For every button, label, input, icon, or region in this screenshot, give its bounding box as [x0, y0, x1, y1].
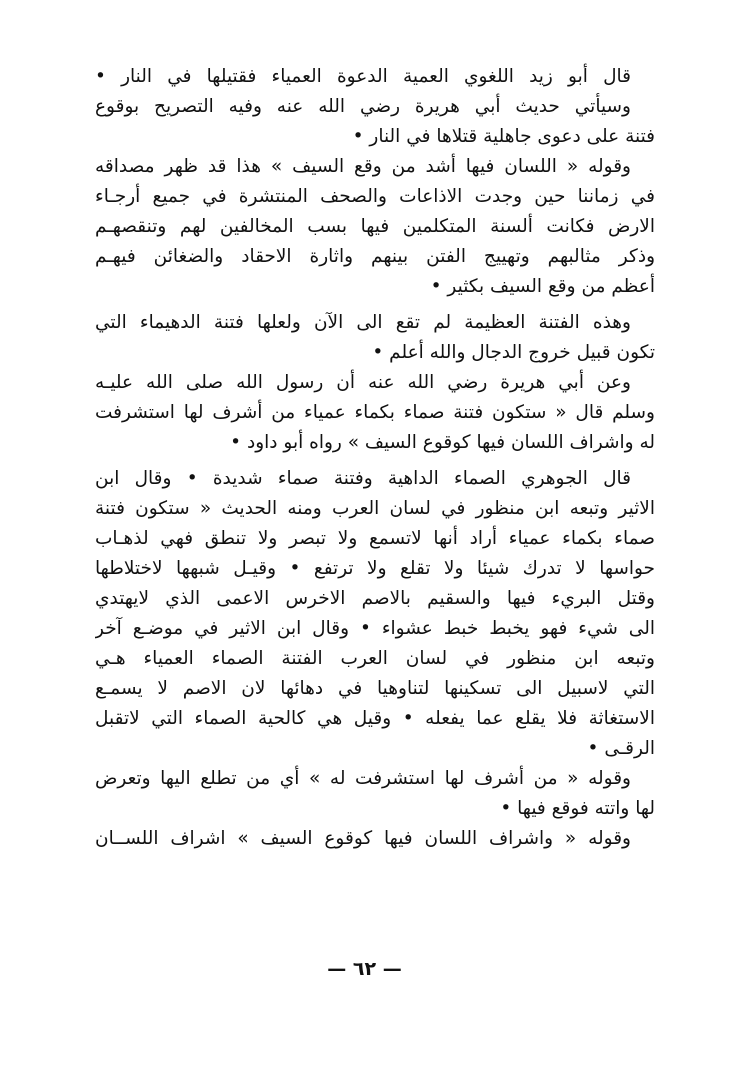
- text-line: تكون قبيل خروج الدجال والله أعلم •: [372, 342, 655, 363]
- text-line: قال أبو زيد اللغوي العمية الدعوة العمياء فقتيلها في النار •: [95, 66, 631, 87]
- text-line: وقوله « من أشرف لها استشرفت له » أي من تطلع اليها وتعرض: [95, 768, 631, 789]
- text-line: له واشراف اللسان فيها كوقوع السيف » رواه أبو داود •: [230, 432, 655, 453]
- text-line: صماء بكماء عمياء أراد أنها لاتسمع ولا تبصر ولا تنطق فهي لذهـاب: [95, 528, 655, 549]
- text-line: حواسها لا تدرك شيئا ولا تقلع ولا ترتفع • وقيـل شبهها لاختلاطها: [95, 558, 655, 579]
- text-line: في زماننا حين وجدت الاذاعات والصحف المنتشرة في جميع أرجـاء: [95, 186, 655, 207]
- text-line: وتبعه ابن منظور في لسان العرب الفتنة الصماء العمياء هـي: [95, 648, 655, 669]
- page-number: — ٦٢ —: [327, 958, 402, 980]
- text-line: وقوله « واشراف اللسان فيها كوقوع السيف » اشراف اللســان: [95, 828, 631, 849]
- page-body: [95, 62, 655, 854]
- text-line: الرقـى •: [587, 738, 655, 759]
- text-line: وقتل البريء فيها والسقيم بالاصم الاخرس الاعمى الذي لايهتدي: [95, 588, 655, 609]
- text-line: التي لاسبيل الى تسكينها لتناوهيا في دهائها لان الاصم لا يسمـع: [95, 678, 655, 699]
- text-line: قال الجوهري الصماء الداهية وفتنة صماء شديدة • وقال ابن: [95, 468, 631, 489]
- text-line: وذكر مثالبهم وتهييج الفتن بينهم واثارة الاحقاد والضغائن فيهـم: [95, 246, 655, 267]
- text-line: أعظم من وقع السيف بكثير •: [430, 276, 655, 297]
- text-line: الاستغاثة فلا يقلع عما يفعله • وقيل هي كالحية الصماء التي لاتقبل: [95, 708, 655, 729]
- text-line: الارض فكانت ألسنة المتكلمين فيها بسب المخالفين لهم وتنقصهـم: [95, 216, 655, 237]
- text-line: الى شيء فهو يخبط خبط عشواء • وقال ابن الاثير في موضـع آخر: [95, 618, 655, 639]
- text-line: فتنة على دعوى جاهلية قتلاها في النار •: [352, 126, 655, 147]
- text-line: وعن أبي هريرة رضي الله عنه أن رسول الله صلى الله عليـه: [95, 372, 631, 393]
- text-line: لها واتته فوقع فيها •: [500, 798, 655, 819]
- text-line: وسيأتي حديث أبي هريرة رضي الله عنه وفيه التصريح بوقوع: [95, 96, 631, 117]
- text-line: وقوله « اللسان فيها أشد من وقع السيف » هذا قد ظهر مصداقه: [95, 156, 631, 177]
- text-line: الاثير وتبعه ابن منظور في لسان العرب ومنه الحديث « ستكون فتنة: [95, 498, 655, 519]
- text-line: وسلم قال « ستكون فتنة صماء بكماء عمياء من أشرف لها استشرفت: [95, 402, 655, 423]
- text-line: وهذه الفتنة العظيمة لم تقع الى الآن ولعلها فتنة الدهيماء التي: [95, 312, 631, 333]
